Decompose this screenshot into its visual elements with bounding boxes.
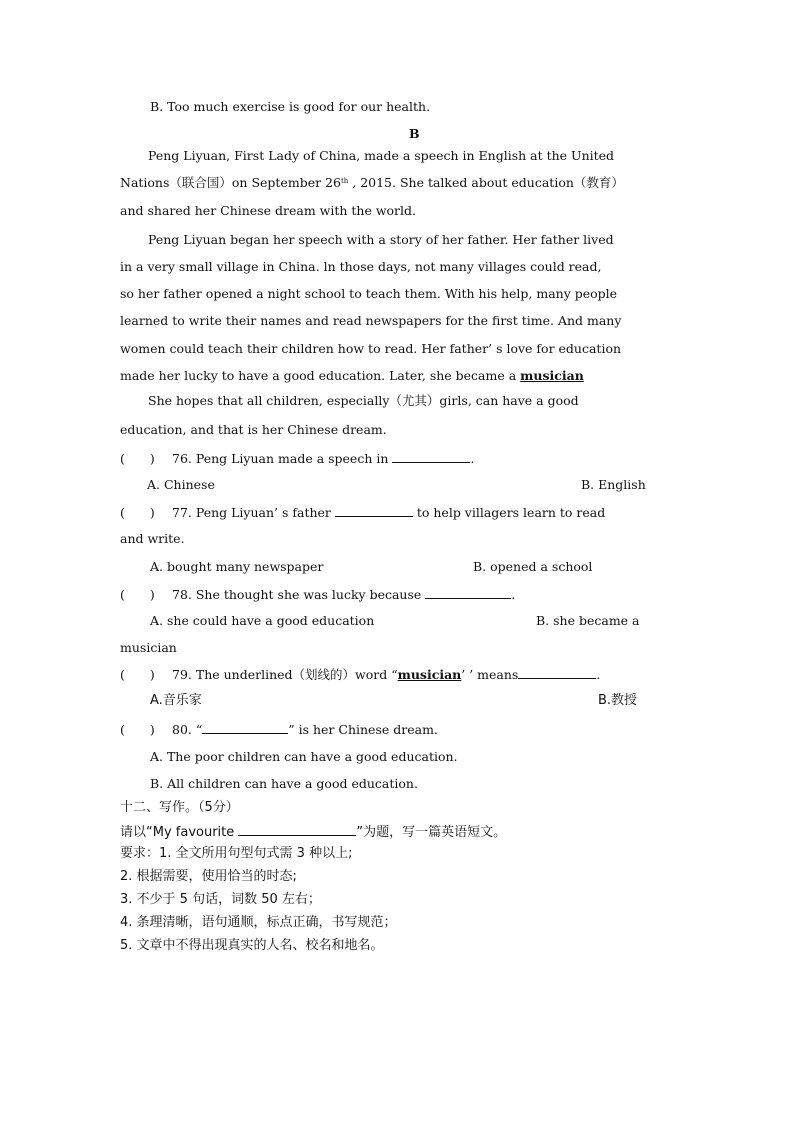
- passage-line: in a very small village in China. ln those days, not many villages could read,: [120, 259, 602, 274]
- option-b[interactable]: B. she became a: [536, 613, 640, 628]
- writing-requirement: 5. 文章中不得出现真实的人名、校名和地名。: [120, 938, 384, 953]
- writing-prompt: [120, 823, 506, 841]
- question-continuation: and write.: [120, 531, 185, 546]
- option-a[interactable]: A. Chinese: [147, 477, 215, 492]
- option-a[interactable]: A.音乐家: [150, 693, 202, 708]
- passage-line: education, and that is her Chinese dream.: [120, 422, 387, 437]
- question-77: [120, 504, 605, 521]
- answer-paren: ( ): [120, 451, 155, 466]
- option-b[interactable]: B. English: [581, 477, 646, 492]
- answer-paren: ( ): [120, 722, 155, 737]
- passage-line: Peng Liyuan, First Lady of China, made a speech in English at the United: [148, 148, 615, 163]
- answer-paren: ( ): [120, 667, 155, 682]
- question-stem: 80. “: [172, 722, 203, 737]
- writing-requirement: 2. 根据需要，使用恰当的时态;: [120, 869, 297, 884]
- question-stem: ” is her Chinese dream.: [288, 722, 438, 737]
- passage-line: so her father opened a night school to teach them. With his help, many people: [120, 286, 618, 301]
- option-a[interactable]: A. she could have a good education: [150, 613, 375, 628]
- question-79: [120, 666, 600, 683]
- question-end: .: [470, 451, 475, 466]
- writing-section-title: 十二、写作。（5分）: [120, 800, 239, 815]
- question-end: .: [596, 667, 601, 682]
- question-stem: 78. She thought she was lucky because: [172, 587, 426, 602]
- previous-option-b: B. Too much exercise is good for our health.: [150, 99, 431, 114]
- question-end: .: [511, 587, 516, 602]
- question-stem: ’ ’ means: [461, 667, 519, 682]
- writing-requirement: 3. 不少于 5 句话，词数 50 左右；: [120, 892, 321, 907]
- writing-requirement: 4. 条理清晰，语句通顺，标点正确，书写规范；: [120, 915, 397, 930]
- date-superscript: th: [340, 177, 349, 185]
- question-stem: 79. The underlined（划线的）word “: [172, 667, 398, 682]
- answer-blank[interactable]: [202, 721, 288, 734]
- writing-prompt-text: 请以“My favourite: [120, 825, 239, 840]
- title-blank[interactable]: [238, 823, 356, 836]
- question-stem: 76. Peng Liyuan made a speech in: [172, 451, 393, 466]
- option-a[interactable]: A. The poor children can have a good education.: [150, 749, 458, 764]
- passage-line: learned to write their names and read newspapers for the first time. And many: [120, 313, 622, 328]
- question-stem-after: to help villagers learn to read: [412, 505, 606, 520]
- writing-requirement: 要求：1. 全文所用句型句式需 3 种以上;: [120, 846, 353, 861]
- option-b-continuation: musician: [120, 640, 177, 655]
- question-80: [120, 721, 438, 738]
- question-78: [120, 586, 515, 603]
- writing-prompt-text: ”为题，写一篇英语短文。: [356, 825, 507, 840]
- question-76: [120, 450, 474, 467]
- passage-text: made her lucky to have a good education. Later, she became a: [120, 368, 521, 383]
- passage-text: Nations（联合国）on September 26: [120, 175, 341, 190]
- passage-line: She hopes that all children, especially（尤其）girls, can have a good: [148, 393, 579, 408]
- passage-line: [120, 175, 624, 191]
- answer-paren: ( ): [120, 587, 155, 602]
- passage-text: , 2015. She talked about education（教育）: [348, 175, 624, 190]
- option-a[interactable]: A. bought many newspaper: [150, 559, 324, 574]
- passage-line: [120, 368, 584, 384]
- underlined-word: musician: [520, 368, 584, 383]
- question-stem: 77. Peng Liyuan’ s father: [172, 505, 335, 520]
- answer-blank[interactable]: [425, 586, 511, 599]
- answer-paren: ( ): [120, 505, 155, 520]
- underlined-word: musician: [397, 667, 462, 682]
- section-heading: B: [409, 126, 420, 141]
- answer-blank[interactable]: [392, 450, 470, 463]
- answer-blank[interactable]: [518, 666, 596, 679]
- option-b[interactable]: B. All children can have a good education.: [150, 776, 418, 791]
- answer-blank[interactable]: [335, 504, 413, 517]
- passage-line: Peng Liyuan began her speech with a story of her father. Her father lived: [148, 232, 614, 247]
- passage-line: women could teach their children how to read. Her father’ s love for education: [120, 341, 622, 356]
- option-b[interactable]: B.教授: [598, 693, 638, 708]
- passage-line: and shared her Chinese dream with the world.: [120, 203, 417, 218]
- option-b[interactable]: B. opened a school: [473, 559, 593, 574]
